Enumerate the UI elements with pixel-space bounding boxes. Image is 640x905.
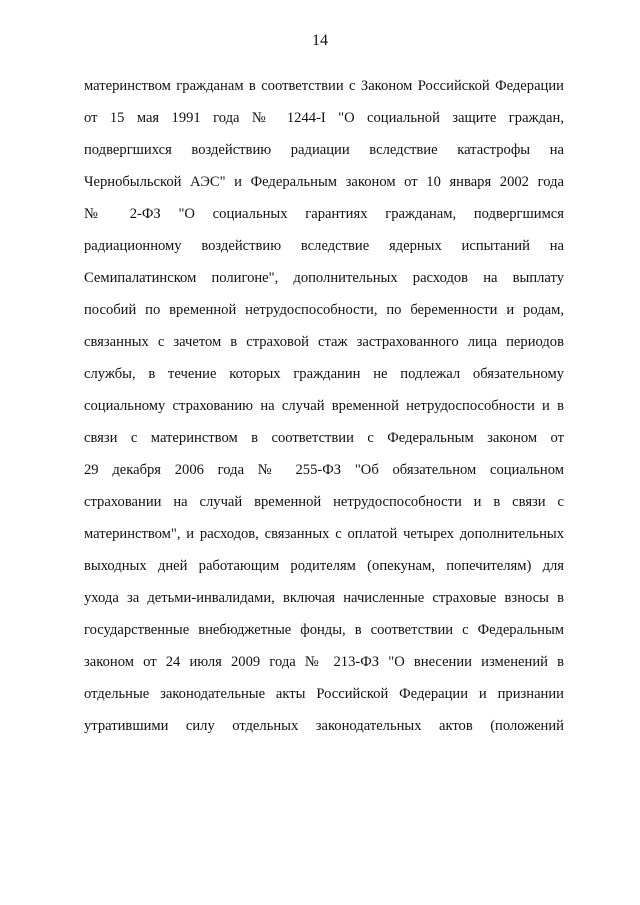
text-line: связи с материнством в соответствии с Федеральным законом от [84, 430, 564, 446]
text-line: выходных дней работающим родителям (опекунам, попечителям) для [84, 558, 564, 574]
text-line: от 15 мая 1991 года № 1244-I "О социальной защите граждан, [84, 110, 564, 126]
text-line: ухода за детьми-инвалидами, включая начисленные страховые взносы в [84, 590, 564, 606]
text-line: Семипалатинском полигоне", дополнительных расходов на выплату [84, 270, 564, 286]
text-line: 29 декабря 2006 года № 255-ФЗ "Об обязательном социальном [84, 462, 564, 478]
body-text [84, 70, 564, 742]
text-line: законом от 24 июля 2009 года № 213-ФЗ "О внесении изменений в [84, 654, 564, 670]
text-line: Чернобыльской АЭС" и Федеральным законом от 10 января 2002 года [84, 174, 564, 190]
text-line: страховании на случай временной нетрудоспособности и в связи с [84, 494, 564, 510]
text-line: материнством гражданам в соответствии с Законом Российской Федерации [84, 78, 564, 94]
text-line: службы, в течение которых гражданин не подлежал обязательному [84, 366, 564, 382]
text-line: пособий по временной нетрудоспособности, по беременности и родам, [84, 302, 564, 318]
page-number: 14 [312, 32, 328, 49]
text-line: государственные внебюджетные фонды, в соответствии с Федеральным [84, 622, 564, 638]
text-line: утратившими силу отдельных законодательных актов (положений [84, 718, 564, 734]
text-line: социальному страхованию на случай временной нетрудоспособности и в [84, 398, 564, 414]
text-line: подвергшихся воздействию радиации вследствие катастрофы на [84, 142, 564, 158]
text-line: № 2-ФЗ "О социальных гарантиях гражданам, подвергшимся [84, 206, 564, 222]
text-line: связанных с зачетом в страховой стаж застрахованного лица периодов [84, 334, 564, 350]
text-line: радиационному воздействию вследствие ядерных испытаний на [84, 238, 564, 254]
text-line: отдельные законодательные акты Российской Федерации и признании [84, 686, 564, 702]
text-line: материнством", и расходов, связанных с оплатой четырех дополнительных [84, 526, 564, 542]
